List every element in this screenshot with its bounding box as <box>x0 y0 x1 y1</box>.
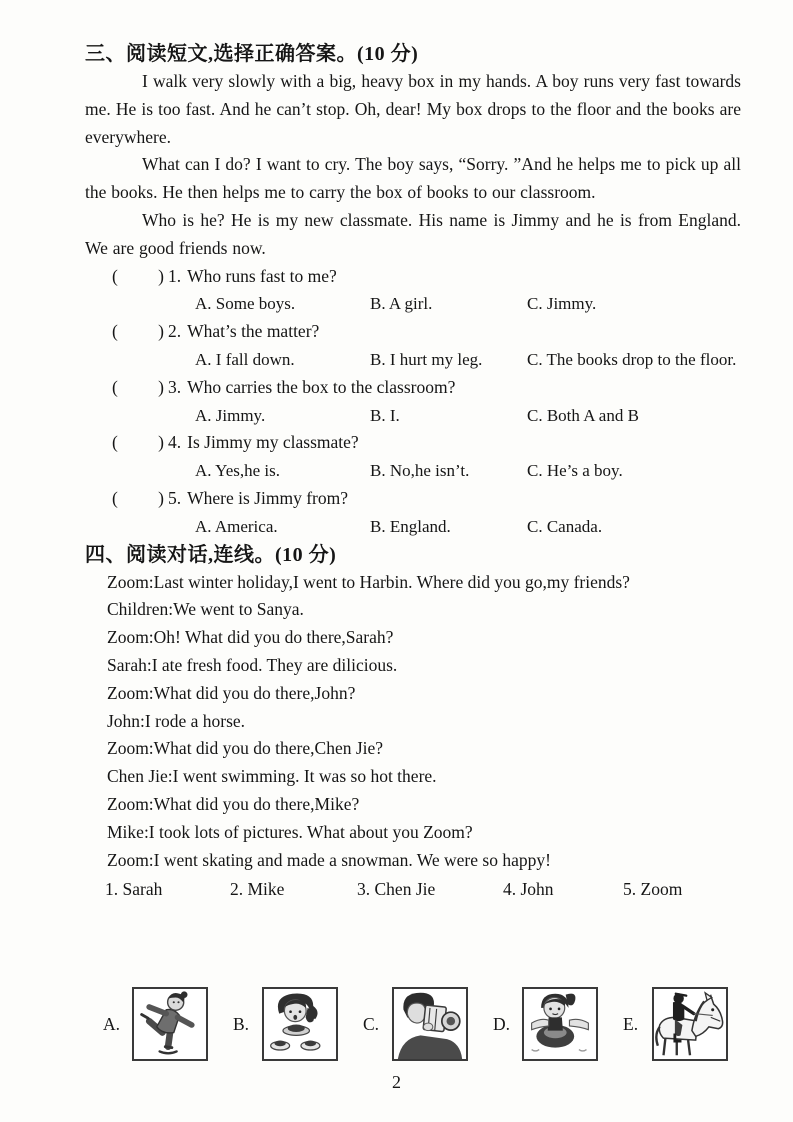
taking-pictures-icon <box>394 989 466 1059</box>
picture-label-d: D. <box>493 1013 511 1034</box>
question-line-4 <box>85 429 741 457</box>
question-number: 2. <box>168 321 182 342</box>
question-line-5 <box>85 485 741 513</box>
option-c: C. Jimmy. <box>527 294 597 314</box>
section4-heading: 四、阅读对话,连线。(10 分) <box>85 543 337 566</box>
answer-bracket <box>112 429 164 457</box>
picture-box-a <box>132 987 208 1061</box>
question-text: Who runs fast to me? <box>187 265 337 286</box>
option-a: A. Jimmy. <box>195 405 266 425</box>
dialogue-line-7: Zoom:What did you do there,Chen Jie? <box>107 738 384 759</box>
dialogue-line-11: Zoom:I went skating and made a snowman. We were so happy! <box>107 849 551 870</box>
options-row-1 <box>85 290 741 318</box>
option-c: C. Canada. <box>527 516 603 536</box>
picture-item-e <box>623 987 728 1061</box>
question-line-2 <box>85 318 741 346</box>
options-row-2 <box>85 346 741 374</box>
paren-close: ) <box>158 265 164 286</box>
question-number: 3. <box>168 376 182 397</box>
option-c: C. Both A and B <box>527 405 639 425</box>
question-number: 4. <box>168 432 182 453</box>
option-a: A. Yes,he is. <box>195 461 281 481</box>
answer-bracket <box>112 263 164 291</box>
paren-close: ) <box>158 376 164 397</box>
question-number: 1. <box>168 265 182 286</box>
answer-bracket <box>112 318 164 346</box>
dialogue-line-6: John:I rode a horse. <box>107 710 246 731</box>
option-a: A. I fall down. <box>195 349 295 369</box>
match-name-sarah: 1. Sarah <box>105 879 163 900</box>
dialogue-line-9: Zoom:What did you do there,Mike? <box>107 793 360 814</box>
picture-item-c <box>363 987 468 1061</box>
paren-open: ( <box>112 376 118 397</box>
question-text: What’s the matter? <box>187 321 320 342</box>
paren-close: ) <box>158 321 164 342</box>
question-line-3 <box>85 374 741 402</box>
picture-label-c: C. <box>363 1013 380 1034</box>
passage-paragraph-2: What can I do? I want to cry. The boy says, “Sorry. ”And he helps me to pick up all the books. He then helps me to carry the box of books to our classroom. <box>85 154 741 203</box>
match-name-mike: 2. Mike <box>230 879 285 900</box>
dialogue-line-3: Zoom:Oh! What did you do there,Sarah? <box>107 627 394 648</box>
answer-bracket <box>112 485 164 513</box>
matching-pictures-row <box>85 987 741 1061</box>
picture-item-a <box>103 987 208 1061</box>
picture-box-d <box>522 987 598 1061</box>
picture-label-a: A. <box>103 1013 121 1034</box>
picture-item-d <box>493 987 598 1061</box>
paren-open: ( <box>112 321 118 342</box>
options-row-5 <box>85 513 741 541</box>
options-row-4 <box>85 457 741 485</box>
passage-paragraph-3: Who is he? He is my new classmate. His name is Jimmy and he is from England. We are good friends now. <box>85 209 741 258</box>
horse-riding-icon <box>654 989 726 1059</box>
dialogue-line-10: Mike:I took lots of pictures. What about you Zoom? <box>107 821 473 842</box>
question-text: Where is Jimmy from? <box>187 487 348 508</box>
dialogue-line-1: Zoom:Last winter holiday,I went to Harbin. Where did you go,my friends? <box>107 571 630 592</box>
page-number: 2 <box>392 1072 401 1092</box>
option-b: B. I. <box>370 405 400 425</box>
options-row-3 <box>85 402 741 430</box>
option-c: C. He’s a boy. <box>527 461 623 481</box>
option-c: C. The books drop to the floor. <box>527 349 737 369</box>
question-text: Who carries the box to the classroom? <box>187 376 456 397</box>
option-a: A. Some boys. <box>195 294 296 314</box>
answer-bracket <box>112 374 164 402</box>
section3-heading: 三、阅读短文,选择正确答案。(10 分) <box>85 43 419 65</box>
ice-skating-icon <box>134 989 206 1059</box>
picture-label-e: E. <box>623 1013 639 1034</box>
option-a: A. America. <box>195 516 278 536</box>
option-b: B. A girl. <box>370 294 433 314</box>
dialogue-line-2: Children:We went to Sanya. <box>107 599 304 620</box>
matching-names-row <box>85 875 741 903</box>
match-name-john: 4. John <box>503 879 554 900</box>
paren-open: ( <box>112 432 118 453</box>
dialogue-line-8: Chen Jie:I went swimming. It was so hot there. <box>107 766 437 787</box>
paren-close: ) <box>158 487 164 508</box>
question-text: Is Jimmy my classmate? <box>187 432 359 453</box>
picture-item-b <box>233 987 338 1061</box>
paren-open: ( <box>112 487 118 508</box>
question-number: 5. <box>168 487 182 508</box>
option-b: B. No,he isn’t. <box>370 461 470 481</box>
picture-box-b <box>262 987 338 1061</box>
swimming-icon <box>524 989 596 1059</box>
picture-label-b: B. <box>233 1013 250 1034</box>
paren-open: ( <box>112 265 118 286</box>
match-name-zoom: 5. Zoom <box>623 879 683 900</box>
passage-paragraph-1: I walk very slowly with a big, heavy box in my hands. A boy runs very fast towards me. He is too fast. And he can’t stop. Oh, dear! My box drops to the floor and the books are everywhere. <box>85 71 741 147</box>
eating-food-icon <box>264 989 336 1059</box>
picture-box-e <box>652 987 728 1061</box>
dialogue-line-5: Zoom:What did you do there,John? <box>107 682 356 703</box>
question-line-1 <box>85 263 741 291</box>
picture-box-c <box>392 987 468 1061</box>
match-name-chenjie: 3. Chen Jie <box>357 879 436 900</box>
option-b: B. England. <box>370 516 451 536</box>
page-content <box>85 40 741 1061</box>
dialogue-line-4: Sarah:I ate fresh food. They are dilicious. <box>107 654 398 675</box>
paren-close: ) <box>158 432 164 453</box>
option-b: B. I hurt my leg. <box>370 349 483 369</box>
